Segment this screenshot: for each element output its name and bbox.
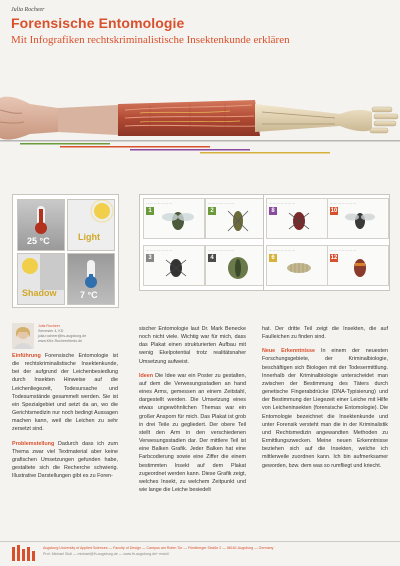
col2-top-paragraph: sischer Entomologie laut Dr. Mark Benecke noch nicht viele. Wichtig war für mich, dass das Plakat einen strukturierten Aufbau mit wenig Ekelpotential trotz realitätsnaher Umsetzung aufweist. [139,326,246,365]
insect-card [266,198,328,239]
insect-card [205,245,267,286]
wasp-icon [206,199,266,238]
thermometer-cold-icon [68,254,114,290]
arm-skin [58,105,128,135]
insect-card [205,198,267,239]
sun-icon [68,200,114,236]
card-header-rule: — — — — — — — [208,201,235,205]
footer-contact: Prof. Michael Stoll — michael@fh-augsburg.de — www.fh-augsburg.de/~mstoll [43,552,169,556]
text-column-3 [262,325,388,476]
arm-decay-illustration [0,80,400,158]
contact-name: Julia Rocheer [38,324,60,328]
author-contact [38,324,86,344]
card-header-rule: — — — — — — — [269,248,296,252]
insect-number: 12 [330,255,338,261]
author-name: Julia Rocheer [11,7,45,13]
insect-card [327,245,389,286]
knowledge-heading: Neue Erkenntnisse [262,348,315,355]
insect-panel-2 [263,194,390,291]
beetle-icon [267,199,327,238]
card-header-rule: — — — — — — — [146,201,173,205]
insect-number: 1 [146,207,154,215]
timeline-bars [0,140,400,154]
insect-panel-1 [139,194,269,291]
idea-paragraph [139,372,246,494]
skeleton-hand [370,107,398,133]
moth-icon [206,246,266,285]
footer [0,541,400,566]
shadow-card [17,253,65,305]
footer-institution: Augsburg University of Applied Sciences — Faculty of Design — Campus am Roten Tor — Friedberger Straße 2 — 86161 Augsburg — Germany [43,546,274,550]
page-title: Forensische Entomologie [11,15,185,31]
arm-bone [255,104,372,132]
knowledge-paragraph [262,347,388,469]
insect-number: 2 [208,207,216,215]
insect-card [143,245,205,286]
text-column-1 [12,352,118,486]
author-photo [12,323,34,349]
idea-heading: Ideen [139,372,154,379]
thermometer-hot-icon [18,200,64,236]
warm-temperature-card [17,199,65,251]
col3-top-paragraph: hat. Der dritte Teil zeigt die Insekten, die auf Faulleichen zu finden sind. [262,326,388,341]
beetle-icon [144,246,204,285]
knowledge-text: In einem der neuesten Forschungsgebiete, der Kriminalbiologie, beschäftigen sich Biologen mit der Todesermittlung. Innerhalb der Kriminalbiologie unterscheidet man zwischen der Bestimmung des Täters durch genetische Fingerabdrücke (DNA-Typisierung) und der Bestimmung der Liegezeit einer Leiche mit Hilfe von Leicheninsekten (forensische Entomologie). Die Entomologie bezeichnet die Insektenkunde und unter Forensik versteht man die in der Kriminalistik und Rechtsmedizin angewandten Methoden zu Ermittlungszwecken. Meine neuen Erkenntnisse beziehen sich auf die Insekten, welche ich mittlerweile zuordnen kann. Ich bin aufmerksamer geworden, bzw. dem was so rumfliegt und kriecht. [262,348,388,469]
card-header-rule: — — — — — — — [330,248,357,252]
insect-card [266,245,328,286]
university-logo-icon [12,545,36,563]
fly-icon [144,199,204,238]
insect-number: 3 [146,254,154,262]
problem-paragraph [12,440,118,481]
cold-temperature-card [67,253,115,305]
insect-number: 6 [269,254,277,262]
problem-text: Dadurch dass ich zum Thema zwar viel Textmaterial aber keine grafischen Umsetzungen gefunden habe, gestaltete sich die Recherche schwierig. Illustrative Darstellungen gibt es zu Foren- [12,440,118,480]
intro-text: Forensische Entomologie ist die rechtskriminalistische Insektenkunde, bei der aufgrund der Leichenbesiedlung durch Insekten Hinweise auf die Leichenliegezeit, Todesursache und Todesumstände gesammelt werden. Sie ist ein Spezialgebiet und setzt da an, wo die Gerichtsmedizin nur noch bedingt Aussagen machen kann, weil die Leichen zu sehr zersetzt sind. [12,353,118,433]
card-header-rule: — — — — — — — [146,248,173,252]
insect-number: 10 [330,208,338,214]
text-column-2 [139,325,246,500]
light-card [67,199,115,251]
contact-web[interactable]: www.KKe-Rocheerfriedo.de [38,339,83,343]
idea-text: Die Idee war ein Poster zu gestalten, auf dem die Verwesungsstadien an hand eines Arms, gemessen an einem Zeitstahl, dargestellt werden. Die Umsetzung eines etwas ungewöhnlichen Themas war ein großer Ansporn für mich. Das Plakat ist grob in drei Teile zu gegliedert. Der obere Teil stellt den Arm in den verschiedenen Verwesungsstadien dar. Der mittlere Teil ist eine Balken Grafik. Jeder Balken hat eine Farbcodierung sowie eine Ziffer die einem bestimmten Insekt auf dem Plakat zugeordnet werden kann. Diese Grafik zeigt, welches Insekt, zu welchem Zeitpunkt und wie lange die Leiche besiedelt [139,372,246,493]
card-header-rule: — — — — — — — [208,248,235,252]
page-subtitle: Mit Infografiken rechtskriminalistische Insektenkunde erklären [11,34,290,46]
light-label: Light [78,232,100,242]
hand-skin [0,97,58,140]
larva-icon [267,246,327,285]
contact-email[interactable]: julia.rocheer@hs-augsburg.de [38,334,87,338]
temp-cold-label: 7 °C [80,290,98,300]
card-header-rule: — — — — — — — [269,201,296,205]
fly-icon [328,199,388,238]
intro-heading: Einführung [12,353,41,359]
card-header-rule: — — — — — — — [330,201,357,205]
temp-warm-label: 25 °C [27,236,50,246]
problem-heading: Problemstellung [12,440,55,447]
insect-number: 8 [269,207,277,215]
shadow-label: Shadow [22,288,57,298]
contact-semester: Semester 4, KD [38,329,64,333]
beetle-icon [328,246,388,285]
insect-card [143,198,205,239]
insect-card [327,198,389,239]
sun-shadow-icon [18,254,64,290]
weather-panel [12,194,119,308]
insect-number: 4 [208,254,216,262]
intro-paragraph [12,352,118,434]
